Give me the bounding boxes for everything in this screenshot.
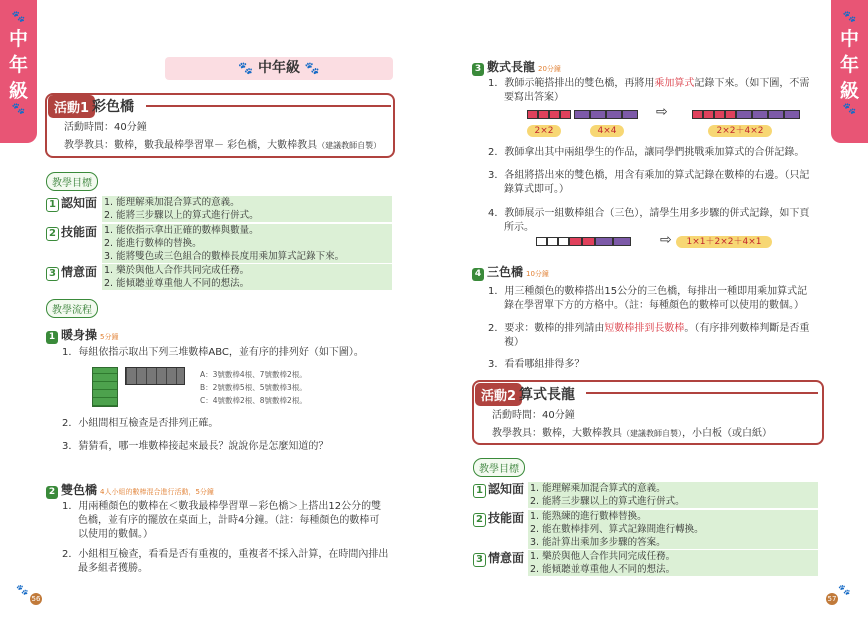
activity2-tools-text: ，小白板（或白紙） (682, 428, 772, 439)
bridge-title: 雙色橋 (61, 483, 98, 497)
activity1-tag: 活動1 (48, 95, 95, 118)
activity2-rule (586, 392, 818, 394)
tricolor-step2 (488, 322, 828, 350)
formula-step1-line (488, 77, 823, 91)
bridge-step1-line: 1．用兩種顏色的數棒在＜數我最棒學習單－彩色橋＞上搭出12公分的雙 (62, 501, 382, 512)
goal-item: 1. 能理解乘加混合算式的意義。 (528, 482, 818, 495)
tricolor-step1-line: 1．用三種顏色的數棒搭出15公分的三色橋，每排出一種即用乘加算式記 (488, 286, 808, 297)
paw-icon: 🐾 (11, 10, 26, 23)
grade-banner (165, 57, 393, 80)
warmup-heading (46, 326, 118, 344)
goal-item: 3. 能將雙色或三色組合的數棒長度用乘加算式記錄下來。 (102, 250, 392, 263)
side-tab-char: 中 (8, 28, 28, 50)
tricolor-heading (472, 263, 549, 281)
goal-label-text: 技能面 (61, 225, 98, 239)
side-tab-char: 年 (839, 54, 859, 76)
formula-step1 (488, 77, 823, 105)
activity1-time: 活動時間：40分鐘 (64, 122, 147, 133)
formula-step1-text: 記錄下來。（如下圖，不需 (694, 78, 810, 89)
arrow-right-icon: ⇨ (656, 104, 668, 120)
bridge-step2 (62, 548, 397, 576)
bridge-heading (46, 481, 214, 499)
activity2-name: 算式長龍 (519, 387, 575, 403)
goal-number: 3 (46, 267, 59, 281)
tricolor-step1 (488, 285, 828, 313)
goal-item: 1. 能理解乘加混合算式的意義。 (102, 196, 392, 209)
bridge-note: 4人小組的數棒混合進行活動，5分鐘 (100, 488, 214, 496)
formula-step3-line: 錄算式即可。） (504, 184, 569, 195)
tricolor-step2-highlight: 短數棒排到長數棒 (604, 323, 685, 334)
warmup-note: 5分鐘 (100, 333, 119, 341)
goal-label-text: 情意面 (488, 551, 525, 565)
rod-bar-purple (574, 110, 638, 119)
rod-caption-b: B：2號數棒5根、5號數棒3根。 (200, 383, 307, 392)
formula-length-title: 數式長龍 (487, 60, 536, 74)
goals1-tag: 教學目標 (46, 172, 98, 191)
activity2-tools-text: 教學教具：數棒，大數棒教具 (492, 428, 622, 439)
formula-step1-line: 要寫出答案） (504, 92, 564, 103)
gray-rods-block (125, 367, 185, 385)
rods-figure (92, 367, 186, 407)
side-tab-char: 年 (8, 54, 28, 76)
formula-step3 (488, 169, 828, 197)
green-rods-block (92, 367, 118, 407)
warmup-step2: 2．小組間相互檢查是否排列正確。 (62, 418, 219, 429)
tricolor-step2-line (488, 322, 828, 336)
grade-side-tab-left (0, 0, 37, 143)
formula-step2: 2．教師拿出其中兩組學生的作品，讓同學們挑戰乘加算式的合併記錄。 (488, 147, 805, 158)
goal-label-text: 認知面 (488, 482, 525, 496)
side-tab-char: 中 (839, 28, 859, 50)
goal-item: 1. 能熟練的進行數棒替換。 (528, 510, 818, 523)
side-tab-char: 級 (839, 80, 859, 102)
paw-icon: 🐾 (304, 61, 320, 75)
goal-item: 2. 能進行數棒的替換。 (102, 237, 392, 250)
warmup-title: 暖身操 (61, 328, 98, 342)
formula-length-note: 20分鐘 (538, 65, 561, 73)
paw-icon: 🐾 (842, 102, 857, 115)
goals2-tag: 教學目標 (473, 458, 525, 477)
step-number: 2 (46, 486, 58, 499)
activity2-tools (492, 424, 772, 439)
formula-chip: 1×1＋2×2＋4×1 (676, 236, 772, 248)
goal-number: 2 (46, 227, 59, 241)
activity1-tools-note: （建議教師自製） (317, 141, 382, 150)
activity1-tools-text: 教學教具：數棒，數我最棒學習單－ 彩色橋，大數棒教具 (64, 140, 318, 151)
paw-icon: 🐾 (238, 61, 254, 75)
activity2-time: 活動時間：40分鐘 (492, 410, 575, 421)
flow-tag: 教學流程 (46, 299, 98, 318)
goal-item: 3. 能計算出乘加多步驟的答案。 (528, 536, 818, 549)
goal-number: 1 (46, 198, 59, 212)
goal-item: 2. 能傾聽並尊重他人不同的想法。 (102, 277, 392, 290)
bridge-step2-line: 最多組者獲勝。 (78, 563, 148, 574)
warmup-step1: 1．每組依指示取出下列三堆數棒ABC，並有序的排列好（如下圖）。 (62, 347, 364, 358)
bridge-step1-line: 色橋，並有序的擺放在桌面上，計時4分鐘。（註：每種顏色的數棒可 (78, 515, 380, 526)
goal-item: 2. 能將三步驟以上的算式進行併式。 (102, 209, 392, 222)
formula-step4 (488, 207, 828, 235)
goal-label-cognitive (473, 480, 524, 498)
paw-icon: 🐾 (16, 585, 29, 596)
bridge-step1 (62, 500, 397, 542)
grade-title: 中年級 (258, 60, 300, 76)
step-number: 1 (46, 331, 58, 344)
bridge-step2-line: 2．小組相互檢查，看看是否有重複的，重複者不採入計算，在時間內排出 (62, 549, 389, 560)
goal-label-skill (473, 509, 524, 527)
goal-item: 2. 能在數棒排列、算式記錄間進行轉換。 (528, 523, 818, 536)
formula-chip: 2×2 (527, 125, 561, 137)
goal-item: 1. 樂於與他人合作共同完成任務。 (102, 264, 392, 277)
tricolor-title: 三色橋 (487, 265, 524, 279)
side-tab-char: 級 (8, 80, 28, 102)
goal-label-skill (46, 223, 97, 241)
goal-label-text: 情意面 (61, 265, 98, 279)
formula-step4-line: 4．教師展示一組數棒組合（三色），請學生用多步驟的併式記錄，如下頁 (488, 208, 810, 219)
activity1-name: 彩色橋 (92, 99, 134, 115)
activity2-tag: 活動2 (475, 383, 522, 406)
rod-bar-red (527, 110, 571, 119)
goal-item: 2. 能將三步驟以上的算式進行併式。 (528, 495, 818, 508)
step-number: 3 (472, 63, 484, 76)
tricolor-step3: 3．看看哪組排得多？ (488, 359, 585, 370)
formula-step3-line: 3．各組將搭出來的雙色橋，用含有乘加的算式記錄在數棒的右邊。（只記 (488, 170, 810, 181)
arrow-right-icon: ⇨ (660, 232, 672, 248)
tricolor-step2-line: 複） (504, 337, 524, 348)
goal-label-text: 認知面 (61, 196, 98, 210)
formula-step1-highlight: 乘加算式 (654, 78, 695, 89)
tricolor-step2-text: 。（有序排列數棒判斷是否重 (684, 323, 810, 334)
goal-number: 3 (473, 553, 486, 567)
bridge-step1-line: 以使用的數個。） (78, 529, 153, 540)
goal-label-affective (46, 263, 97, 281)
activity2-tools-note: （建議教師自製） (622, 429, 682, 438)
grade-side-tab-right (831, 0, 868, 143)
activity1-rule (146, 105, 391, 107)
page-number-right: 57 (827, 595, 837, 603)
paw-icon: 🐾 (11, 102, 26, 115)
formula-chip: 4×4 (590, 125, 624, 137)
goal-item: 1. 樂於與他人合作共同完成任務。 (528, 550, 818, 563)
paw-icon: 🐾 (842, 10, 857, 23)
paw-icon: 🐾 (838, 585, 851, 596)
goal-item: 2. 能傾聽並尊重他人不同的想法。 (528, 563, 818, 576)
goal-number: 1 (473, 484, 486, 498)
goal-label-text: 技能面 (488, 511, 525, 525)
warmup-step3: 3．猜猜看，哪一堆數棒接起來最長？說說你是怎麼知道的？ (62, 441, 329, 452)
tricolor-step2-text: 2．要求：數棒的排列請由 (488, 323, 605, 334)
goal-item: 1. 能依指示拿出正確的數棒與數量。 (102, 224, 392, 237)
formula-step1-text: 1．教師示範搭排出的雙色橋，再將用 (488, 78, 655, 89)
rod-caption-a: A：3號數棒4根、7號數棒2根。 (200, 370, 307, 379)
goal-label-affective (473, 549, 524, 567)
rod-bar-tricolor (536, 237, 631, 246)
rod-bar-combined (692, 110, 800, 119)
formula-length-heading (472, 58, 561, 76)
activity1-tools (64, 136, 381, 151)
formula-step4-line: 所示。 (504, 222, 534, 233)
tricolor-step1-line: 錄在學習單下方的方格中。（註：每種顏色的數棒可以使用的數個。） (504, 300, 804, 311)
step-number: 4 (472, 268, 484, 281)
tricolor-note: 10分鐘 (526, 270, 549, 278)
goal-number: 2 (473, 513, 486, 527)
rod-caption-c: C：4號數棒2根、8號數棒2根。 (200, 396, 307, 405)
goal-label-cognitive (46, 194, 97, 212)
formula-chip: 2×2＋4×2 (708, 125, 772, 137)
page-number-left: 56 (31, 595, 41, 603)
